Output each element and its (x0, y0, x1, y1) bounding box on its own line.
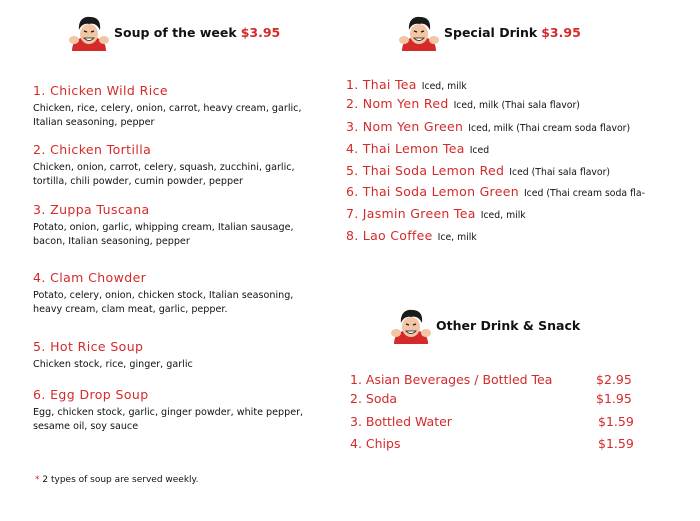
drink-item (346, 77, 467, 92)
other-item (350, 391, 640, 407)
soup-item (33, 142, 325, 189)
chef-mascot-icon (390, 306, 432, 344)
soup-description: Potato, celery, onion, chicken stock, Italian seasoning, heavy cream, clam meat, garlic, pepper. (33, 290, 294, 315)
soup-description: Egg, chicken stock, garlic, ginger powder, white pepper, sesame oil, soy sauce (33, 407, 304, 432)
chef-mascot-icon (68, 13, 110, 51)
soup-item (33, 387, 325, 434)
drink-section-title: Special Drink (444, 24, 538, 40)
drink-note: Iced (Thai cream soda fla- (523, 188, 645, 199)
soup-name: 3. Zuppa Tuscana (33, 202, 150, 217)
drink-name: 1. Thai Tea (346, 77, 417, 92)
drink-name: 5. Thai Soda Lemon Red (346, 163, 505, 178)
drink-item (346, 184, 645, 199)
drink-name: 4. Thai Lemon Tea (346, 141, 465, 156)
drink-header (398, 13, 581, 51)
soup-section-price: $3.95 (240, 24, 281, 40)
other-header (390, 306, 580, 344)
soup-section-title: Soup of the week (114, 24, 237, 40)
soup-name: 4. Clam Chowder (33, 270, 147, 285)
drink-note: Iced, milk (Thai cream soda flavor) (468, 123, 631, 134)
other-item (350, 414, 640, 430)
other-name: 1. Asian Beverages / Bottled Tea (350, 372, 553, 387)
soup-header (68, 13, 280, 51)
drink-note: Iced, milk (480, 210, 526, 221)
other-price: $2.95 (596, 372, 632, 387)
soup-name: 5. Hot Rice Soup (33, 339, 144, 354)
soup-item (33, 83, 325, 130)
drink-name: 6. Thai Soda Lemon Green (346, 184, 519, 199)
drink-item (346, 163, 610, 178)
soup-footnote (35, 475, 198, 485)
drink-note: Iced, milk (Thai sala flavor) (453, 100, 580, 111)
other-item (350, 372, 640, 388)
drink-item (346, 141, 489, 156)
chef-mascot-icon (398, 13, 440, 51)
drink-note: Iced (469, 145, 490, 156)
other-name: 4. Chips (350, 436, 401, 451)
soup-name: 6. Egg Drop Soup (33, 387, 149, 402)
other-section-title: Other Drink & Snack (436, 317, 581, 333)
soup-description: Chicken stock, rice, ginger, garlic (33, 359, 193, 370)
soup-description: Potato, onion, garlic, whipping cream, Italian sausage, bacon, Italian seasoning, pepper (33, 222, 294, 247)
soup-item (33, 270, 325, 317)
drink-item (346, 96, 580, 111)
drink-item (346, 206, 526, 221)
drink-name: 3. Nom Yen Green (346, 119, 464, 134)
drink-note: Iced, milk (421, 81, 467, 92)
footnote-asterisk: * (35, 475, 40, 485)
soup-item (33, 202, 325, 249)
drink-section-price: $3.95 (541, 24, 581, 40)
drink-name: 7. Jasmin Green Tea (346, 206, 476, 221)
other-price: $1.59 (598, 414, 634, 429)
soup-description: Chicken, onion, carrot, celery, squash, zucchini, garlic, tortilla, chili powder, cumin powder, pepper (33, 162, 295, 187)
drink-name: 2. Nom Yen Red (346, 96, 449, 111)
soup-item (33, 339, 325, 372)
drink-name: 8. Lao Coffee (346, 228, 433, 243)
soup-name: 2. Chicken Tortilla (33, 142, 152, 157)
drink-note: Iced (Thai sala flavor) (509, 167, 611, 178)
other-name: 2. Soda (350, 391, 398, 406)
other-price: $1.95 (596, 391, 632, 406)
footnote-text: 2 types of soup are served weekly. (42, 475, 199, 485)
soup-name: 1. Chicken Wild Rice (33, 83, 168, 98)
other-name: 3. Bottled Water (350, 414, 452, 429)
drink-item (346, 119, 630, 134)
other-price: $1.59 (598, 436, 634, 451)
drink-note: Ice, milk (437, 232, 477, 243)
drink-item (346, 228, 477, 243)
other-item (350, 436, 640, 452)
soup-description: Chicken, rice, celery, onion, carrot, heavy cream, garlic, Italian seasoning, pepper (33, 103, 302, 128)
